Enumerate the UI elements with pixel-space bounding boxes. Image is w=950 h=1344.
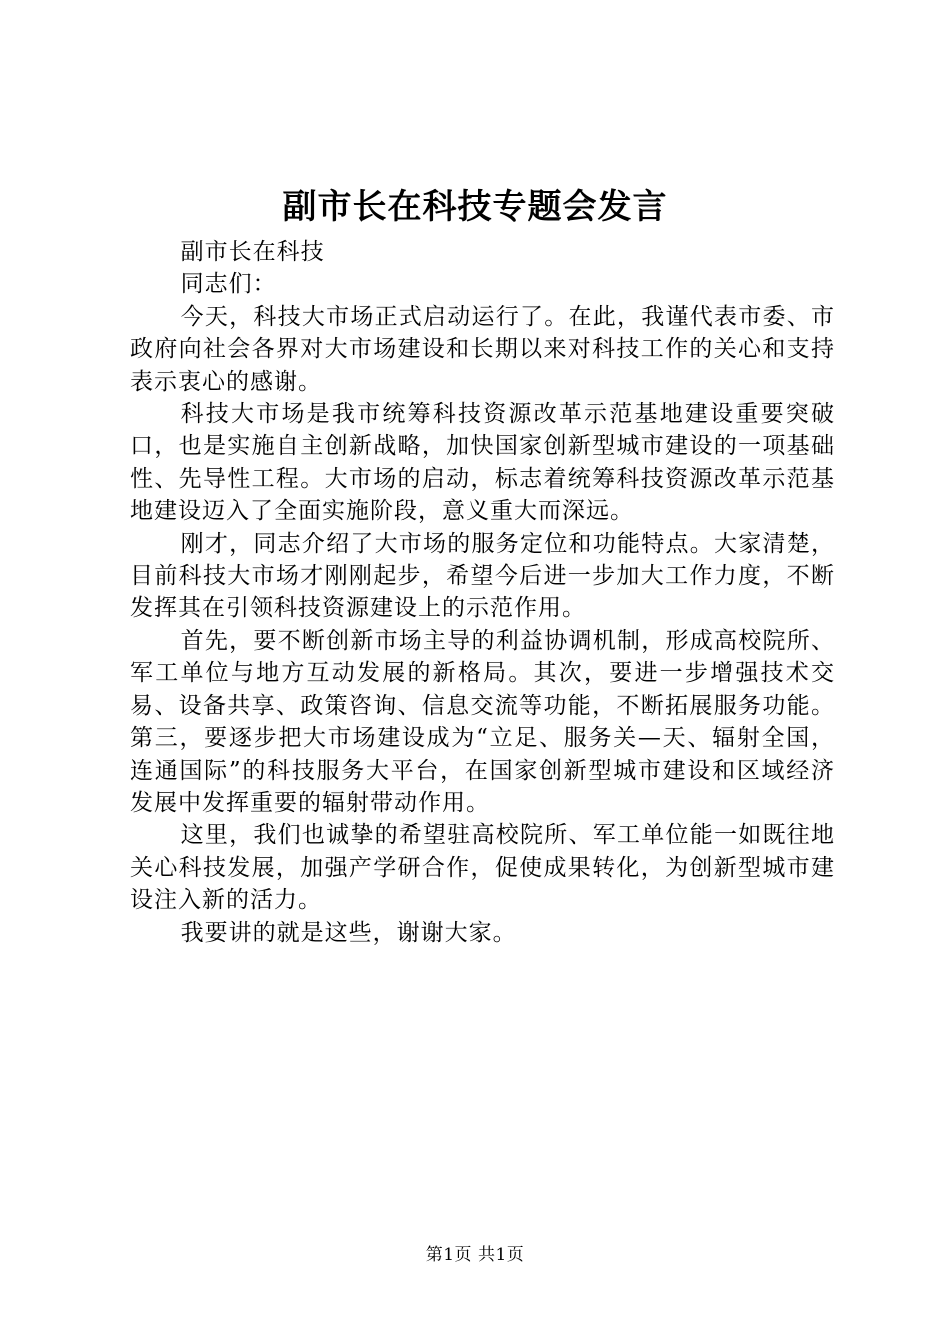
paragraph-3: 刚才，同志介绍了大市场的服务定位和功能特点。大家清楚，目前科技大市场才刚刚起步，希望今后进一步加大工作力度，不断发挥其在引领科技资源建设上的示范作用。 — [130, 530, 835, 622]
paragraph-1: 今天，科技大市场正式启动运行了。在此，我谨代表市委、市政府向社会各界对大市场建设和长期以来对科技工作的关心和支持表示衷心的感谢。 — [130, 303, 835, 395]
subtitle-line: 副市长在科技 — [180, 239, 325, 265]
closing-line: 我要讲的就是这些，谢谢大家。 — [180, 919, 517, 946]
paragraph-4: 首先，要不断创新市场主导的利益协调机制，形成高校院所、军工单位与地方互动发展的新格局。其次，要进一步增强技术交易、设备共享、政策咨询、信息交流等功能，不断拓展服务功能。第三，要逐步把大市场建设成为“立足、服务关—天、辐射全国，连通国际”的科技服务大平台，在国家创新型城市建设和区域经济发展中发挥重要的辐射带动作用。 — [130, 627, 835, 816]
page-footer: 第1页 共1页 — [425, 1245, 525, 1265]
document-title: 副市长在科技专题会发言 — [282, 187, 668, 227]
salutation: 同志们： — [180, 271, 277, 298]
paragraph-2: 科技大市场是我市统筹科技资源改革示范基地建设重要突破口，也是实施自主创新战略，加快国家创新型城市建设的一项基础性、先导性工程。大市场的启动，标志着统筹科技资源改革示范基地建设迈入了全面实施阶段，意义重大而深远。 — [130, 401, 835, 525]
paragraph-5: 这里，我们也诚挚的希望驻高校院所、军工单位能一如既往地关心科技发展，加强产学研合作，促使成果转化，为创新型城市建设注入新的活力。 — [130, 822, 835, 914]
document-body — [130, 236, 835, 949]
